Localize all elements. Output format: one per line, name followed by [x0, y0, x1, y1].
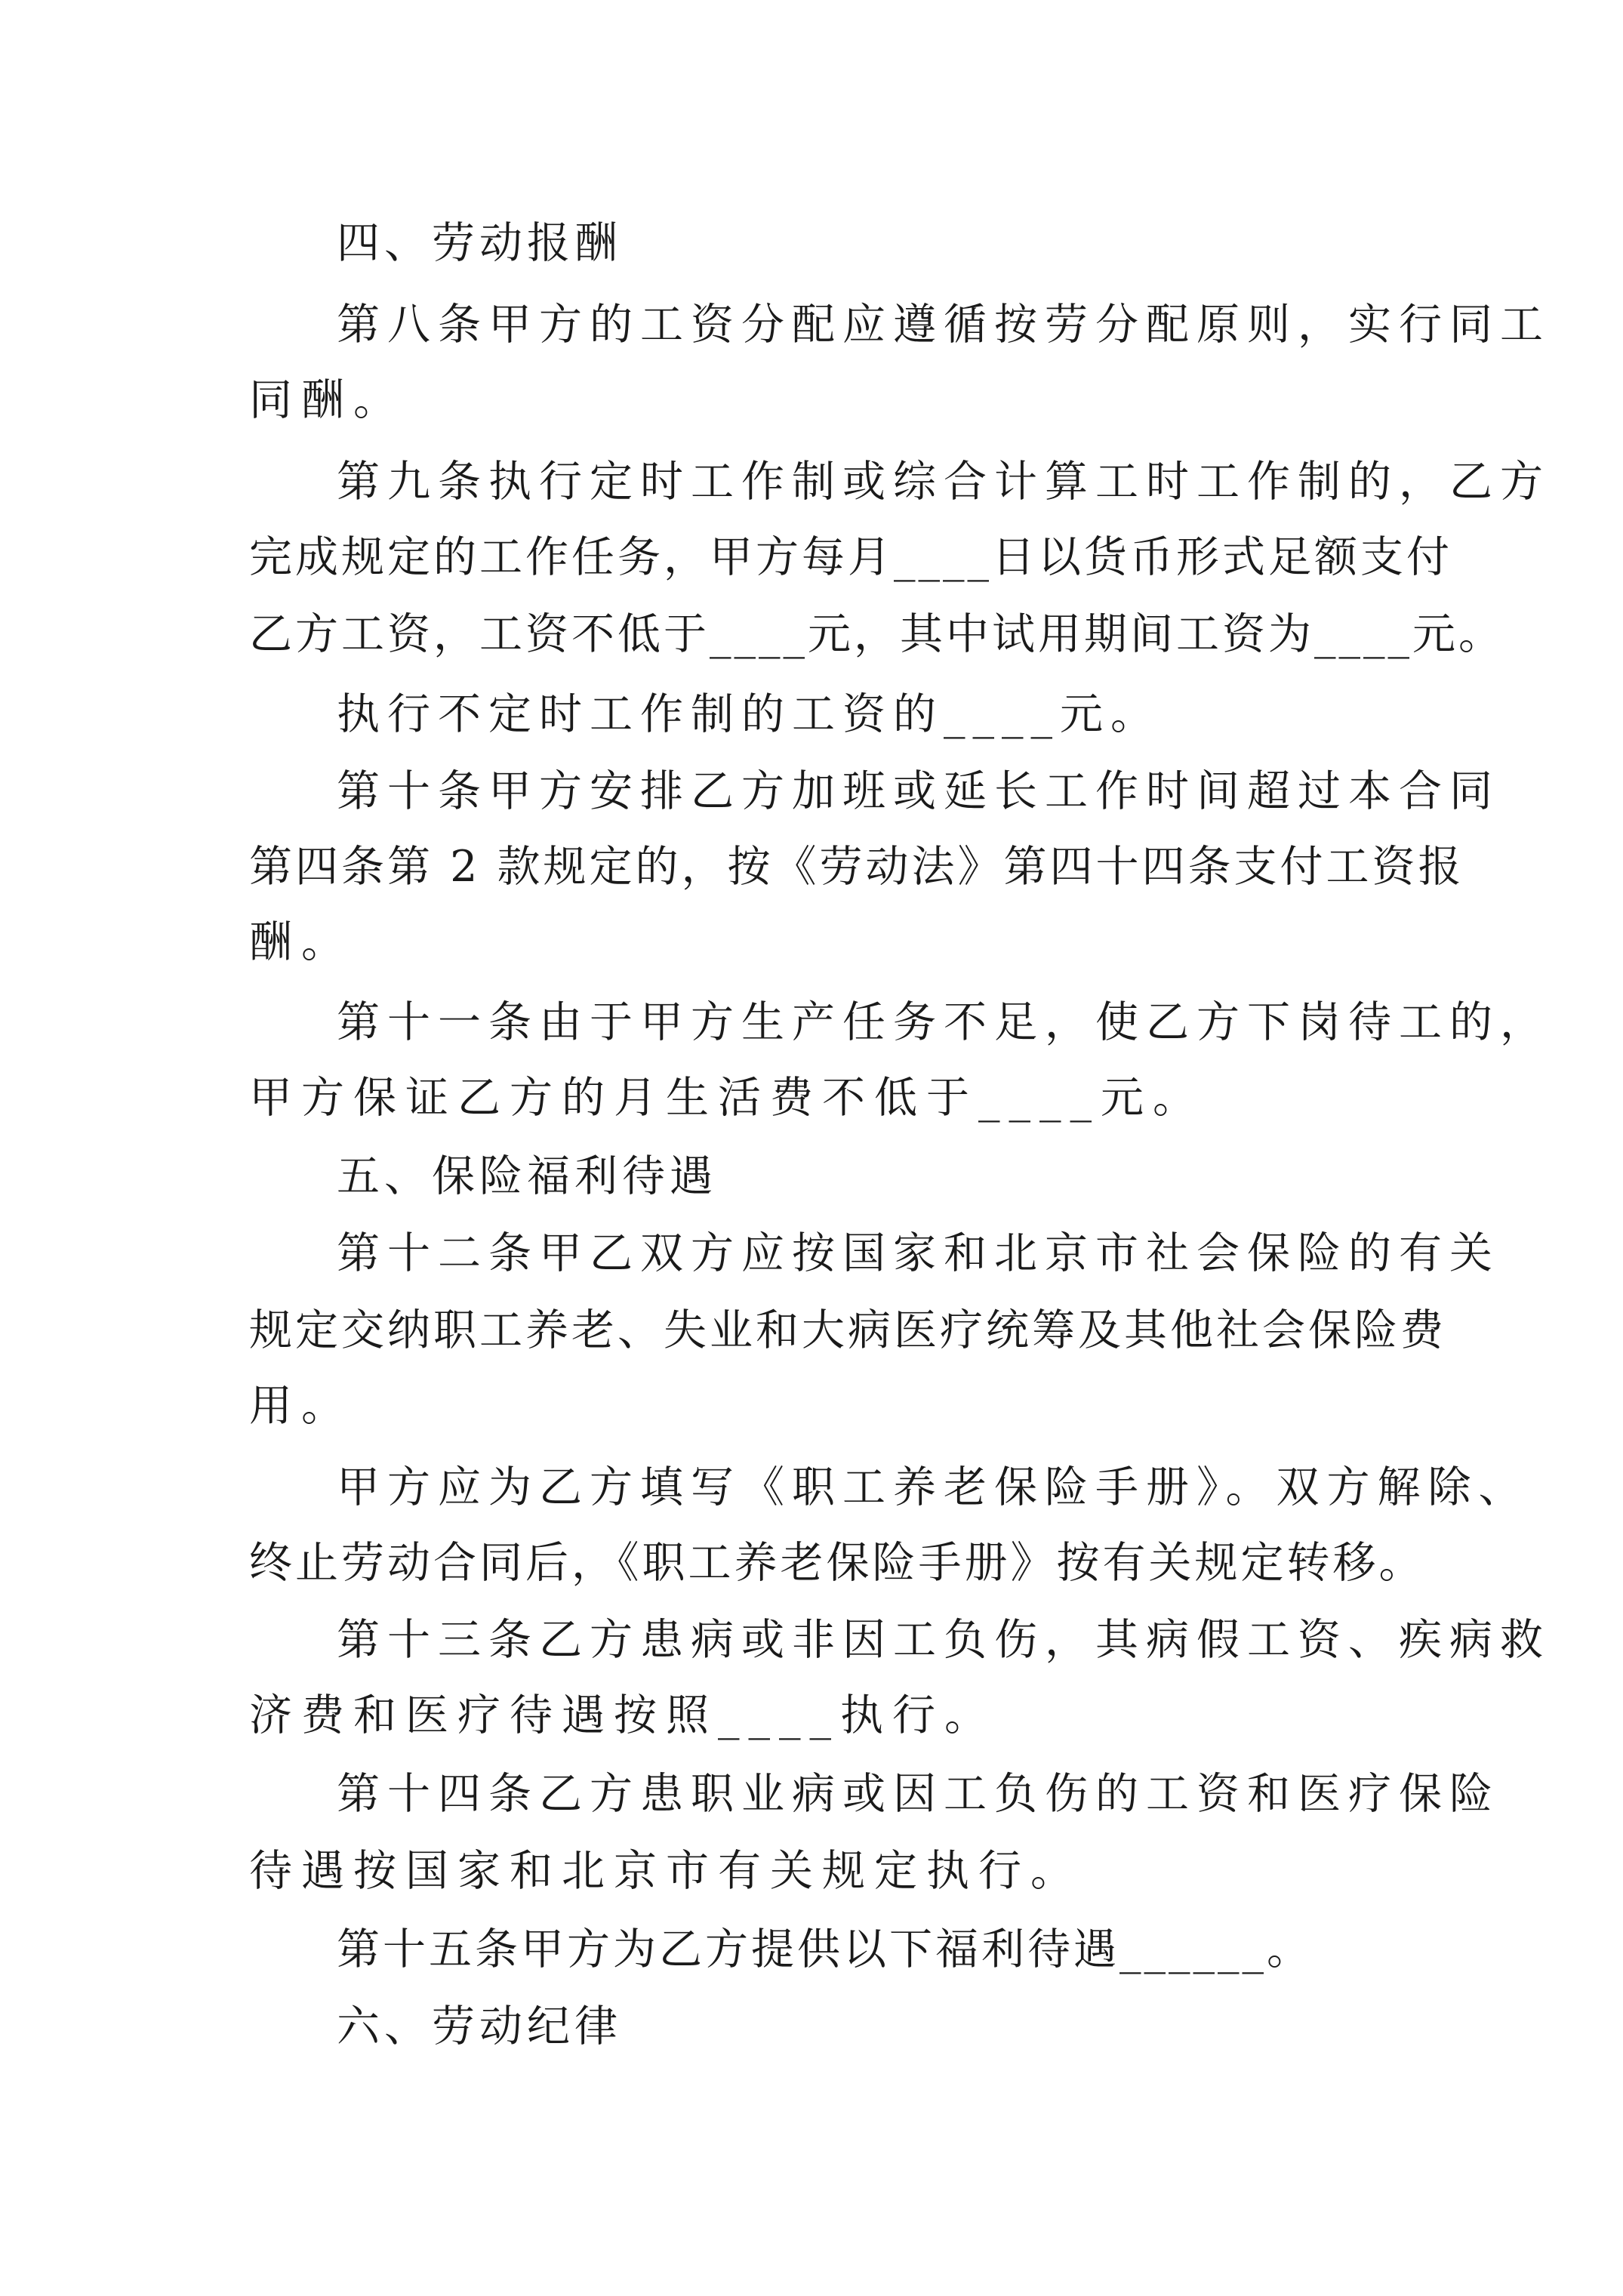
- article-12-line-3: 用。: [249, 1381, 353, 1431]
- article-10-line-2: 第四条第 2 款规定的，按《劳动法》第四十四条支付工资报: [249, 842, 1464, 892]
- article-12-line-1: 第十二条甲乙双方应按国家和北京市社会保险的有关: [337, 1228, 1500, 1278]
- article-13-line-1: 第十三条乙方患病或非因工负伤，其病假工资、疾病救: [337, 1615, 1551, 1665]
- article-12-line-4: 甲方应为乙方填写《职工养老保险手册》。双方解除、: [337, 1462, 1529, 1512]
- article-11-line-2: 甲方保证乙方的月生活费不低于____元。: [249, 1073, 1205, 1123]
- section-heading-insurance-welfare: 五、保险福利待遇: [337, 1151, 717, 1201]
- article-12-line-2: 规定交纳职工养老、失业和大病医疗统筹及其他社会保险费: [249, 1305, 1446, 1355]
- article-9-line-2: 完成规定的工作任务，甲方每月____日以货币形式足额支付: [249, 532, 1452, 582]
- article-12-line-5: 终止劳动合同后，《职工养老保险手册》按有关规定转移。: [249, 1538, 1425, 1588]
- article-11-line-1: 第十一条由于甲方生产任务不足，使乙方下岗待工的，: [337, 997, 1551, 1047]
- article-10-line-1: 第十条甲方安排乙方加班或延长工作时间超过本合同: [337, 766, 1500, 816]
- article-8-line-2: 同酬。: [249, 375, 405, 425]
- article-15-line-1: 第十五条甲方为乙方提供以下福利待遇______。: [337, 1925, 1313, 1974]
- article-9-line-1: 第九条执行定时工作制或综合计算工时工作制的，乙方: [337, 457, 1551, 507]
- article-13-line-2: 济费和医疗待遇按照____执行。: [249, 1690, 996, 1740]
- article-10-line-3: 酬。: [249, 917, 353, 967]
- article-9-line-3: 乙方工资，工资不低于____元，其中试用期间工资为____元。: [249, 609, 1504, 659]
- article-9-line-4: 执行不定时工作制的工资的____元。: [337, 689, 1161, 739]
- section-heading-labor-remuneration: 四、劳动报酬: [337, 218, 622, 268]
- article-14-line-2: 待遇按国家和北京市有关规定执行。: [249, 1846, 1083, 1896]
- section-heading-labor-discipline: 六、劳动纪律: [337, 2002, 622, 2051]
- article-14-line-1: 第十四条乙方患职业病或因工负伤的工资和医疗保险: [337, 1769, 1500, 1819]
- article-8-line-1: 第八条甲方的工资分配应遵循按劳分配原则，实行同工: [337, 300, 1551, 350]
